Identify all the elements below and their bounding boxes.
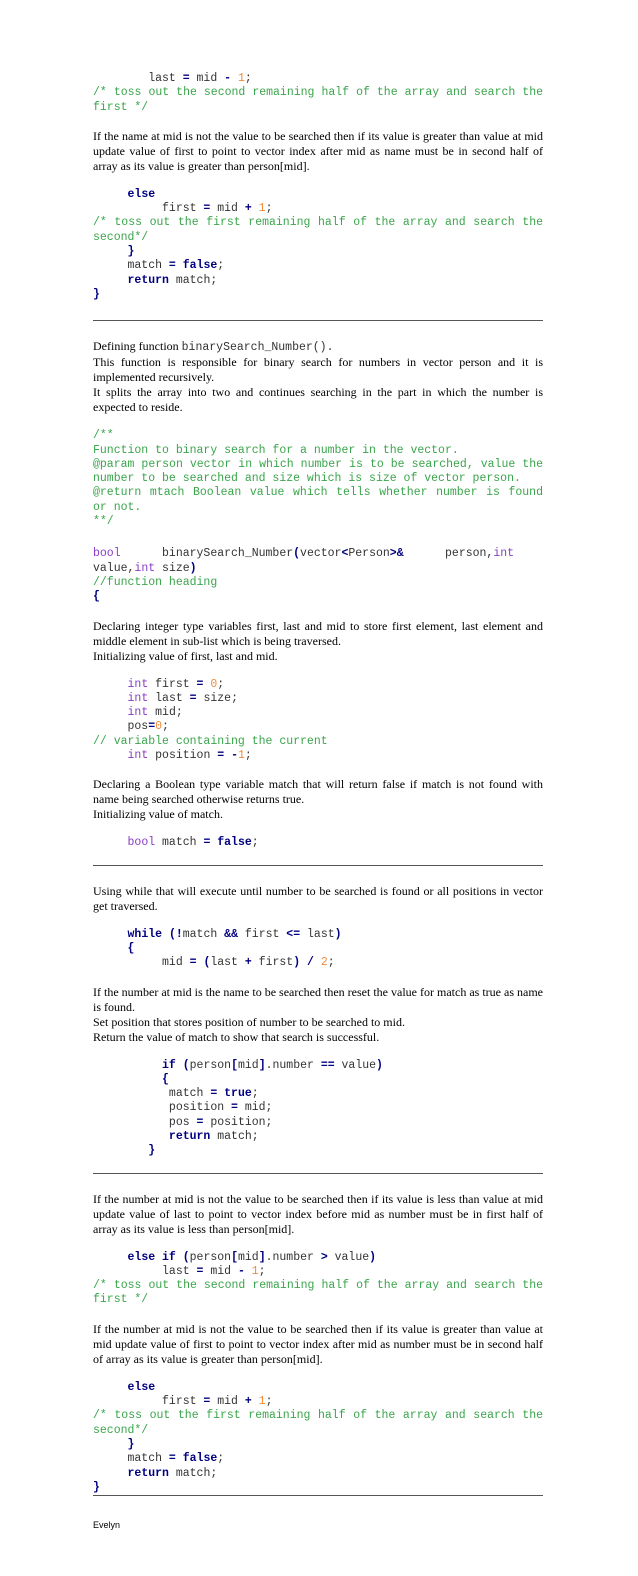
code-int-last: int last = size; bbox=[127, 691, 238, 705]
code-match-false-2: match = false; bbox=[93, 1452, 225, 1466]
paragraph-initializing-ints: Initializing value of first, last and mid. bbox=[93, 648, 278, 663]
paragraph-greater-number: If the number at mid is not the value to be searched then if its value is greater than value at mid update value of first to point to vector index after mid as number must be in second half of array as its value is greater than person[mid]. bbox=[93, 1321, 543, 1366]
code-while-open-brace: { bbox=[127, 941, 135, 955]
comment-toss-first: /* toss out the first remaining half of the array and search the second*/ bbox=[93, 216, 543, 244]
section-divider bbox=[93, 1495, 543, 1496]
paragraph-declaring-ints: Declaring integer type variables first, last and mid to store first element, last element and middle element in sub-list which is being traversed. bbox=[93, 618, 543, 648]
paragraph-splits-array: It splits the array into two and continues searching in the part in which the number is expected to reside. bbox=[93, 385, 543, 415]
paragraph-initializing-match: Initializing value of match. bbox=[93, 807, 223, 822]
comment-toss-first-2: /* toss out the first remaining half of the array and search the second*/ bbox=[93, 1409, 543, 1437]
code-else-if: else if (person[mid].number > value) bbox=[127, 1250, 377, 1264]
paragraph-return-match: Return the value of match to show that search is successful. bbox=[93, 1029, 380, 1044]
code-first-assign: first = mid + 1; bbox=[93, 202, 273, 216]
paragraph-defining-function: Defining function binarySearch_Number(). bbox=[93, 339, 334, 355]
doc-comment: /** Function to binary search for a number in the vector. @param person vector in which number is to be searched, value the number to be searched and size which is size of vector person. @return mtach Boolean value which tells whether number is found or not. **/ bbox=[93, 429, 543, 529]
code-while-loop: while (!match && first <= last) bbox=[127, 927, 342, 941]
code-function-end-brace: } bbox=[93, 287, 100, 301]
code-int-mid: int mid; bbox=[127, 706, 183, 720]
code-mid-calc: mid = (last + first) / 2; bbox=[93, 956, 335, 970]
function-heading-comment: //function heading bbox=[93, 575, 218, 589]
comment-toss-second: /* toss out the second remaining half of the array and search the first */ bbox=[93, 86, 543, 114]
paragraph-function-purpose: This function is responsible for binary search for numbers in vector person and it is implemented recursively. bbox=[93, 355, 543, 385]
code-pos: pos=0; bbox=[93, 720, 169, 734]
paragraph-using-while: Using while that will execute until number to be searched is found or all positions in vector get traversed. bbox=[93, 883, 543, 913]
paragraph-less-than-number: If the number at mid is not the value to be searched then if its value is less than value at mid update value of last to point to vector index before mid as number must be in first half of array as its value is less than person[mid]. bbox=[93, 1191, 543, 1236]
code-else: else bbox=[127, 187, 156, 201]
code-close-brace: } bbox=[127, 245, 135, 259]
code-function-end-brace-2: } bbox=[93, 1480, 100, 1494]
paragraph-set-position: Set position that stores position of number to be searched to mid. bbox=[93, 1014, 405, 1029]
footer-author: Evelyn bbox=[93, 1520, 121, 1530]
code-match-false: match = false; bbox=[93, 259, 225, 273]
code-if-open-brace: { bbox=[162, 1072, 169, 1086]
code-int-first: int first = 0; bbox=[127, 677, 225, 691]
function-signature-line2: value,int size) bbox=[93, 561, 197, 575]
code-last-assign-2: last = mid - 1; bbox=[93, 1264, 266, 1278]
code-return-match-2: return match; bbox=[127, 1466, 218, 1480]
code-match-true: match = true; bbox=[93, 1087, 259, 1101]
code-else-2: else bbox=[127, 1380, 156, 1394]
paragraph-number-found: If the number at mid is the name to be searched then reset the value for match as true as name is found. bbox=[93, 984, 543, 1014]
code-return-match-found: return match; bbox=[168, 1129, 259, 1143]
function-signature-line1: bool binarySearch_Number(vector<Person>& person,int bbox=[93, 547, 515, 561]
code-bool-match: bool match = false; bbox=[127, 836, 259, 850]
code-pos-position: pos = position; bbox=[93, 1115, 273, 1129]
code-int-position: int position = -1; bbox=[127, 749, 252, 763]
code-last-assign: last = mid - 1; bbox=[93, 72, 252, 85]
code-if-match: if (person[mid].number == value) bbox=[162, 1058, 383, 1072]
comment-toss-second-2: /* toss out the second remaining half of the array and search the first */ bbox=[93, 1279, 543, 1307]
paragraph-declaring-bool: Declaring a Boolean type variable match that will return false if match is not found with name being searched otherwise returns true. bbox=[93, 777, 543, 807]
code-first-assign-2: first = mid + 1; bbox=[93, 1395, 273, 1409]
code-return-match: return match; bbox=[127, 273, 218, 287]
code-close-brace-2: } bbox=[127, 1437, 135, 1451]
code-position-mid: position = mid; bbox=[93, 1101, 273, 1115]
function-open-brace: { bbox=[93, 590, 100, 604]
paragraph-greater-name: If the name at mid is not the value to be searched then if its value is greater than value at mid update value of first to point to vector index after mid as name must be in second half of array as its value is greater than person[mid]. bbox=[93, 128, 543, 173]
document-page bbox=[93, 72, 543, 1496]
comment-current-variable: // variable containing the current bbox=[93, 734, 328, 748]
code-if-close-brace: } bbox=[148, 1144, 156, 1158]
